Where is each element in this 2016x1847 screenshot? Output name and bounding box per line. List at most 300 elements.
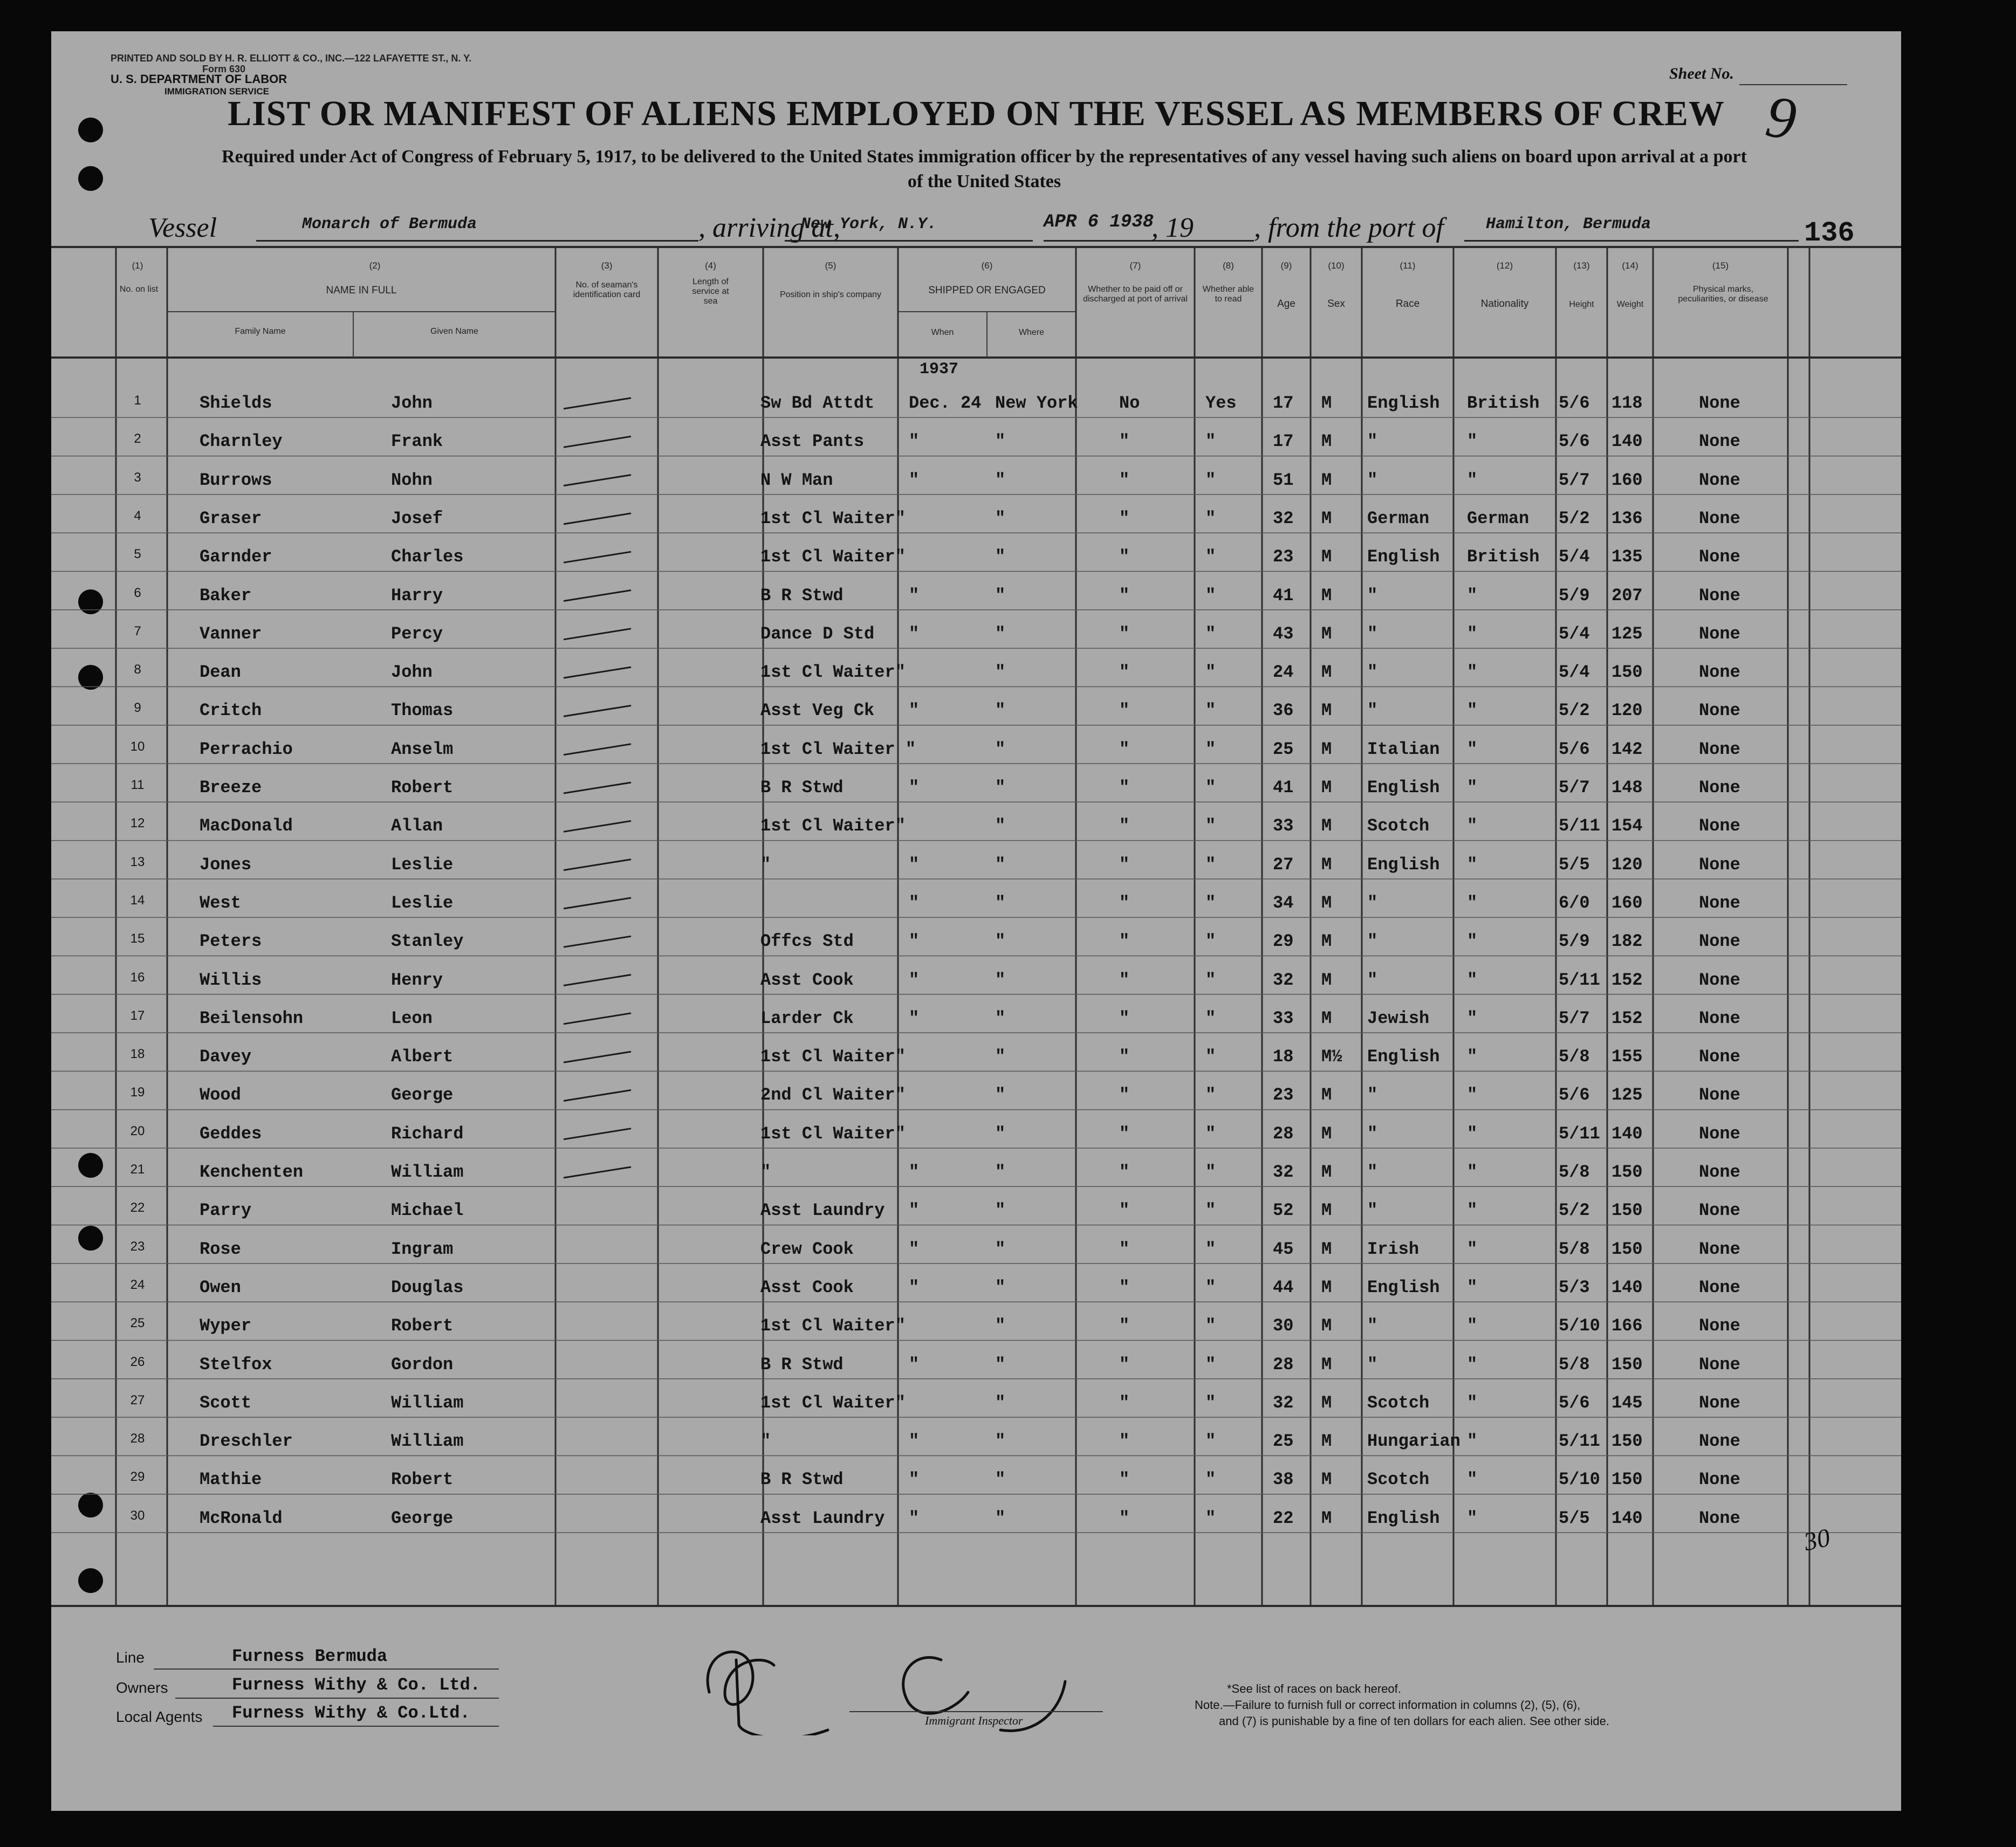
height: 5/5 [1559, 854, 1590, 875]
family-name: Garnder [200, 547, 272, 567]
given-name: Charles [391, 547, 464, 567]
weight: 150 [1612, 1470, 1643, 1490]
position: B R Stwd [760, 1470, 844, 1490]
position: 1st Cl Waiter" [760, 1316, 906, 1336]
race: " [1367, 701, 1378, 721]
weight: 150 [1612, 1354, 1643, 1375]
shipped-when: " [909, 701, 920, 721]
nationality: " [1467, 1316, 1478, 1336]
race: Scotch [1367, 1470, 1430, 1490]
able-to-read: " [1205, 508, 1216, 528]
weight: 136 [1612, 508, 1643, 528]
given-name: Michael [391, 1200, 464, 1221]
given-name: George [391, 1508, 454, 1528]
nationality: " [1467, 1008, 1478, 1028]
height: 5/8 [1559, 1354, 1590, 1375]
row-number: 17 [130, 1008, 145, 1023]
age: 43 [1273, 623, 1294, 644]
row-number: 1 [134, 393, 141, 408]
shipped-where: " [995, 662, 1006, 683]
weight: 125 [1612, 1085, 1643, 1106]
header-where: Where [1018, 328, 1045, 337]
shipped-when: " [909, 470, 920, 490]
able-to-read: " [1205, 585, 1216, 606]
paid-off: " [1119, 1431, 1130, 1452]
height: 5/11 [1559, 1431, 1600, 1452]
age: 34 [1273, 892, 1294, 913]
position: 2nd Cl Waiter" [760, 1085, 906, 1106]
nationality: British [1467, 547, 1540, 567]
race: " [1367, 431, 1378, 452]
shipped-when: " [909, 970, 920, 990]
able-to-read: " [1205, 1508, 1216, 1528]
age: 30 [1273, 1316, 1294, 1336]
position: " [760, 1162, 771, 1182]
paid-off: " [1119, 585, 1130, 606]
family-name: Davey [200, 1047, 252, 1067]
given-name: William [391, 1392, 464, 1413]
nationality: " [1467, 1392, 1478, 1413]
able-to-read: " [1205, 1354, 1216, 1375]
paid-off: " [1119, 931, 1130, 952]
table-row [51, 467, 1901, 505]
row-number: 6 [134, 585, 141, 600]
age: 23 [1273, 547, 1294, 567]
shipped-where: " [995, 970, 1006, 990]
shipped-when: " [909, 778, 920, 798]
family-name: Owen [200, 1277, 241, 1297]
table-row [51, 544, 1901, 582]
owners-label: Owners [116, 1679, 168, 1696]
paid-off: " [1119, 1277, 1130, 1297]
sex: M [1321, 1239, 1332, 1259]
family-name: Peters [200, 931, 262, 952]
age: 45 [1273, 1239, 1294, 1259]
given-name: William [391, 1431, 464, 1452]
table-row [51, 774, 1901, 813]
able-to-read: " [1205, 623, 1216, 644]
colnum-11: (11) [1400, 260, 1416, 271]
colnum-1: (1) [132, 260, 143, 271]
physical-marks: None [1699, 778, 1740, 798]
nationality: " [1467, 1162, 1478, 1182]
nationality: " [1467, 1470, 1478, 1490]
nationality: " [1467, 1431, 1478, 1452]
shipped-where: " [995, 1200, 1006, 1221]
age: 25 [1273, 1431, 1294, 1452]
from-value: Hamilton, Bermuda [1486, 215, 1651, 234]
paid-off: " [1119, 1470, 1130, 1490]
able-to-read: " [1205, 854, 1216, 875]
nationality: " [1467, 1085, 1478, 1106]
shipped-where: " [995, 623, 1006, 644]
nationality: British [1467, 393, 1540, 413]
race: " [1367, 662, 1378, 683]
colnum-10: (10) [1328, 260, 1345, 271]
sheet-no-label: Sheet No. [1669, 65, 1734, 83]
shipped-when: " [909, 1239, 920, 1259]
shipped-where: " [995, 1431, 1006, 1452]
race: English [1367, 393, 1440, 413]
height: 5/2 [1559, 1200, 1590, 1221]
row-number: 22 [130, 1200, 145, 1216]
weight: 145 [1612, 1392, 1643, 1413]
paid-off: " [1119, 508, 1130, 528]
paid-off: " [1119, 470, 1130, 490]
position: 1st Cl Waiter" [760, 1047, 906, 1067]
paid-off: " [1119, 1316, 1130, 1336]
paid-off: " [1119, 1239, 1130, 1259]
height: 5/6 [1559, 739, 1590, 759]
colnum-8: (8) [1223, 260, 1234, 271]
shipped-when: " [909, 431, 920, 452]
nationality: " [1467, 470, 1478, 490]
shipped-when: " [909, 1277, 920, 1297]
table-row [51, 736, 1901, 774]
given-name: Leslie [391, 854, 454, 875]
shipped-where: " [995, 778, 1006, 798]
able-to-read: " [1205, 1277, 1216, 1297]
shipped-where: " [995, 854, 1006, 875]
row-number: 27 [130, 1392, 145, 1407]
header-nationality: Nationality [1480, 298, 1529, 310]
height: 5/9 [1559, 931, 1590, 952]
height: 5/8 [1559, 1047, 1590, 1067]
race: English [1367, 778, 1440, 798]
table-row [51, 967, 1901, 1005]
race: Irish [1367, 1239, 1420, 1259]
given-name: Richard [391, 1123, 464, 1144]
nationality: " [1467, 1354, 1478, 1375]
sex: M [1321, 662, 1332, 683]
nationality: " [1467, 431, 1478, 452]
physical-marks: None [1699, 1316, 1740, 1336]
row-number: 3 [134, 470, 141, 485]
race: " [1367, 470, 1378, 490]
sex: M [1321, 1085, 1332, 1106]
nationality: " [1467, 585, 1478, 606]
position: B R Stwd [760, 778, 844, 798]
physical-marks: None [1699, 931, 1740, 952]
sex: M [1321, 431, 1332, 452]
physical-marks: None [1699, 701, 1740, 721]
age: 25 [1273, 739, 1294, 759]
line-label: Line [116, 1649, 145, 1666]
service: IMMIGRATION SERVICE [164, 86, 269, 97]
row-number: 16 [130, 970, 145, 985]
colnum-5: (5) [825, 260, 836, 271]
given-name: Leslie [391, 892, 454, 913]
colnum-14: (14) [1622, 260, 1638, 271]
header-when: When [931, 328, 954, 337]
family-name: Willis [200, 970, 262, 990]
given-name: Josef [391, 508, 443, 528]
table-row [51, 1197, 1901, 1235]
sex: M [1321, 623, 1332, 644]
family-name: Jones [200, 854, 252, 875]
position: Offcs Std [760, 931, 854, 952]
year-note: 1937 [920, 360, 959, 379]
given-name: Frank [391, 431, 443, 452]
vessel-label: Vessel [148, 212, 217, 243]
paid-off: No [1119, 393, 1140, 413]
race: English [1367, 1047, 1440, 1067]
height: 5/2 [1559, 508, 1590, 528]
table-row [51, 1466, 1901, 1505]
arrival-date: APR 6 1938 [1044, 212, 1154, 232]
sex: M [1321, 1470, 1332, 1490]
family-name: Stelfox [200, 1354, 272, 1375]
given-name: Allan [391, 816, 443, 836]
weight: 120 [1612, 701, 1643, 721]
shipped-where: " [995, 1162, 1006, 1182]
colnum-2: (2) [369, 260, 381, 271]
paid-off: " [1119, 1162, 1130, 1182]
header-name-in-full: NAME IN FULL [326, 285, 397, 296]
table-row [51, 621, 1901, 659]
height: 5/10 [1559, 1470, 1600, 1490]
physical-marks: None [1699, 1008, 1740, 1028]
family-name: Kenchenten [200, 1162, 304, 1182]
header-position: Position in ship's company [779, 290, 882, 299]
position: 1st Cl Waiter" [760, 1123, 906, 1144]
age: 29 [1273, 931, 1294, 952]
race: English [1367, 547, 1440, 567]
family-name: Charnley [200, 431, 283, 452]
paid-off: " [1119, 854, 1130, 875]
position: B R Stwd [760, 1354, 844, 1375]
physical-marks: None [1699, 1508, 1740, 1528]
header-shipped-engaged: SHIPPED OR ENGAGED [928, 285, 1046, 296]
race: " [1367, 623, 1378, 644]
height: 5/4 [1559, 623, 1590, 644]
nationality: " [1467, 1200, 1478, 1221]
shipped-where: New York [995, 393, 1078, 413]
sex: M [1321, 778, 1332, 798]
given-name: Harry [391, 585, 443, 606]
age: 32 [1273, 1392, 1294, 1413]
line-underline [154, 1669, 499, 1670]
row-number: 25 [130, 1316, 145, 1331]
physical-marks: None [1699, 970, 1740, 990]
row-number: 11 [131, 778, 145, 792]
sex: M [1321, 970, 1332, 990]
race: English [1367, 1277, 1440, 1297]
given-name: William [391, 1162, 464, 1182]
position: 1st Cl Waiter" [760, 1392, 906, 1413]
row-number: 19 [130, 1085, 145, 1100]
paid-off: " [1119, 1085, 1130, 1106]
shipped-where: " [995, 1316, 1006, 1336]
row-number: 7 [134, 623, 141, 638]
shipped-when: " [909, 931, 920, 952]
race: " [1367, 892, 1378, 913]
age: 51 [1273, 470, 1294, 490]
weight: 154 [1612, 816, 1643, 836]
given-name: Henry [391, 970, 443, 990]
row-number: 4 [134, 508, 141, 523]
given-name: Leon [391, 1008, 433, 1028]
position: Asst Cook [760, 970, 854, 990]
race: Hungarian [1367, 1431, 1460, 1452]
age: 44 [1273, 1277, 1294, 1297]
shipped-when: Dec. 24 [909, 393, 982, 413]
row-number: 26 [130, 1354, 145, 1369]
race: " [1367, 970, 1378, 990]
able-to-read: " [1205, 662, 1216, 683]
family-name: McRonald [200, 1508, 283, 1528]
row-number: 29 [130, 1470, 145, 1485]
given-name: Thomas [391, 701, 454, 721]
family-name: Vanner [200, 623, 262, 644]
shipped-when: " [909, 585, 920, 606]
shipped-where: " [995, 816, 1006, 836]
table-row [51, 582, 1901, 621]
height: 5/6 [1559, 1085, 1590, 1106]
physical-marks: None [1699, 1047, 1740, 1067]
table-row [51, 1121, 1901, 1159]
family-name: Burrows [200, 470, 272, 490]
position: Asst Pants [760, 431, 865, 452]
row-number: 9 [134, 701, 141, 716]
nationality: German [1467, 508, 1530, 528]
height: 5/5 [1559, 1508, 1590, 1528]
shipped-where: " [995, 931, 1006, 952]
weight: 150 [1612, 1200, 1643, 1221]
paid-off: " [1119, 547, 1130, 567]
age: 36 [1273, 701, 1294, 721]
age: 18 [1273, 1047, 1294, 1067]
race: " [1367, 1316, 1378, 1336]
required-line: of the United States [907, 171, 1061, 191]
header-id-card: No. of seaman's identification card [573, 280, 641, 299]
inspector-line [849, 1711, 1103, 1712]
table-row [51, 1159, 1901, 1197]
given-name: John [391, 393, 433, 413]
agents-value: Furness Withy & Co.Ltd. [232, 1703, 470, 1723]
paid-off: " [1119, 701, 1130, 721]
fine-note-2: and (7) is punishable by a fine of ten dollars for each alien. See other side. [1219, 1714, 1610, 1728]
height: 5/3 [1559, 1277, 1590, 1297]
age: 28 [1273, 1354, 1294, 1375]
race: " [1367, 585, 1378, 606]
row-number: 2 [134, 431, 141, 447]
nationality: " [1467, 1508, 1478, 1528]
given-name: Robert [391, 1470, 454, 1490]
table-row [51, 428, 1901, 466]
sex: M [1321, 1200, 1332, 1221]
family-name: West [200, 892, 241, 913]
colnum-9: (9) [1280, 260, 1292, 271]
given-name: Douglas [391, 1277, 464, 1297]
line-value: Furness Bermuda [232, 1646, 388, 1666]
shipped-when: " [909, 623, 920, 644]
header-length-service: Length of service at sea [692, 277, 729, 306]
given-name: George [391, 1085, 454, 1106]
height: 6/0 [1559, 892, 1590, 913]
table-row [51, 928, 1901, 966]
physical-marks: None [1699, 508, 1740, 528]
able-to-read: " [1205, 1316, 1216, 1336]
weight: 207 [1612, 585, 1643, 606]
height: 5/4 [1559, 547, 1590, 567]
owners-value: Furness Withy & Co. Ltd. [232, 1675, 481, 1695]
able-to-read: " [1205, 931, 1216, 952]
position: 1st Cl Waiter" [760, 816, 906, 836]
physical-marks: None [1699, 1200, 1740, 1221]
shipped-when: " [909, 1508, 920, 1528]
shipped-where: " [995, 1470, 1006, 1490]
weight: 150 [1612, 662, 1643, 683]
given-name: John [391, 662, 433, 683]
weight: 152 [1612, 1008, 1643, 1028]
physical-marks: None [1699, 892, 1740, 913]
physical-marks: None [1699, 1162, 1740, 1182]
nationality: " [1467, 931, 1478, 952]
shipped-where: " [995, 1047, 1006, 1067]
shipped-where: " [995, 470, 1006, 490]
shipped-when: " [909, 1008, 920, 1028]
signature [688, 1628, 1087, 1735]
race: Scotch [1367, 1392, 1430, 1413]
nationality: " [1467, 1239, 1478, 1259]
row-number: 12 [130, 816, 145, 831]
able-to-read: " [1205, 1239, 1216, 1259]
year-label: , 19 [1151, 212, 1194, 243]
physical-marks: None [1699, 1239, 1740, 1259]
department: U. S. DEPARTMENT OF LABOR [111, 72, 287, 86]
able-to-read: " [1205, 701, 1216, 721]
colnum-15: (15) [1712, 260, 1729, 271]
sex: M [1321, 816, 1332, 836]
shipped-when: " [909, 1162, 920, 1182]
paid-off: " [1119, 1354, 1130, 1375]
paid-off: " [1119, 431, 1130, 452]
paid-off: " [1119, 1047, 1130, 1067]
fine-note-1: Note.—Failure to furnish full or correct information in columns (2), (5), (6), [1195, 1698, 1581, 1712]
age: 52 [1273, 1200, 1294, 1221]
position: Larder Ck [760, 1008, 854, 1028]
sex: M [1321, 854, 1332, 875]
age: 33 [1273, 1008, 1294, 1028]
header-height: Height [1569, 300, 1594, 309]
table-row [51, 659, 1901, 697]
table-row [51, 890, 1901, 928]
nationality: " [1467, 778, 1478, 798]
height: 5/4 [1559, 662, 1590, 683]
table-row [51, 1505, 1901, 1543]
race: Jewish [1367, 1008, 1430, 1028]
sex: M [1321, 1354, 1332, 1375]
age: 32 [1273, 970, 1294, 990]
table-row [51, 1351, 1901, 1390]
height: 5/6 [1559, 393, 1590, 413]
shipped-where: " [995, 1008, 1006, 1028]
physical-marks: None [1699, 1354, 1740, 1375]
race: English [1367, 1508, 1440, 1528]
weight: 160 [1612, 892, 1643, 913]
paid-off: " [1119, 778, 1130, 798]
sex: M [1321, 1008, 1332, 1028]
manifest-sheet [51, 31, 1901, 1811]
able-to-read: " [1205, 1047, 1216, 1067]
nationality: " [1467, 1047, 1478, 1067]
position: B R Stwd [760, 585, 844, 606]
sex: M [1321, 470, 1332, 490]
weight: 160 [1612, 470, 1643, 490]
shipped-where: " [995, 1354, 1006, 1375]
age: 41 [1273, 585, 1294, 606]
